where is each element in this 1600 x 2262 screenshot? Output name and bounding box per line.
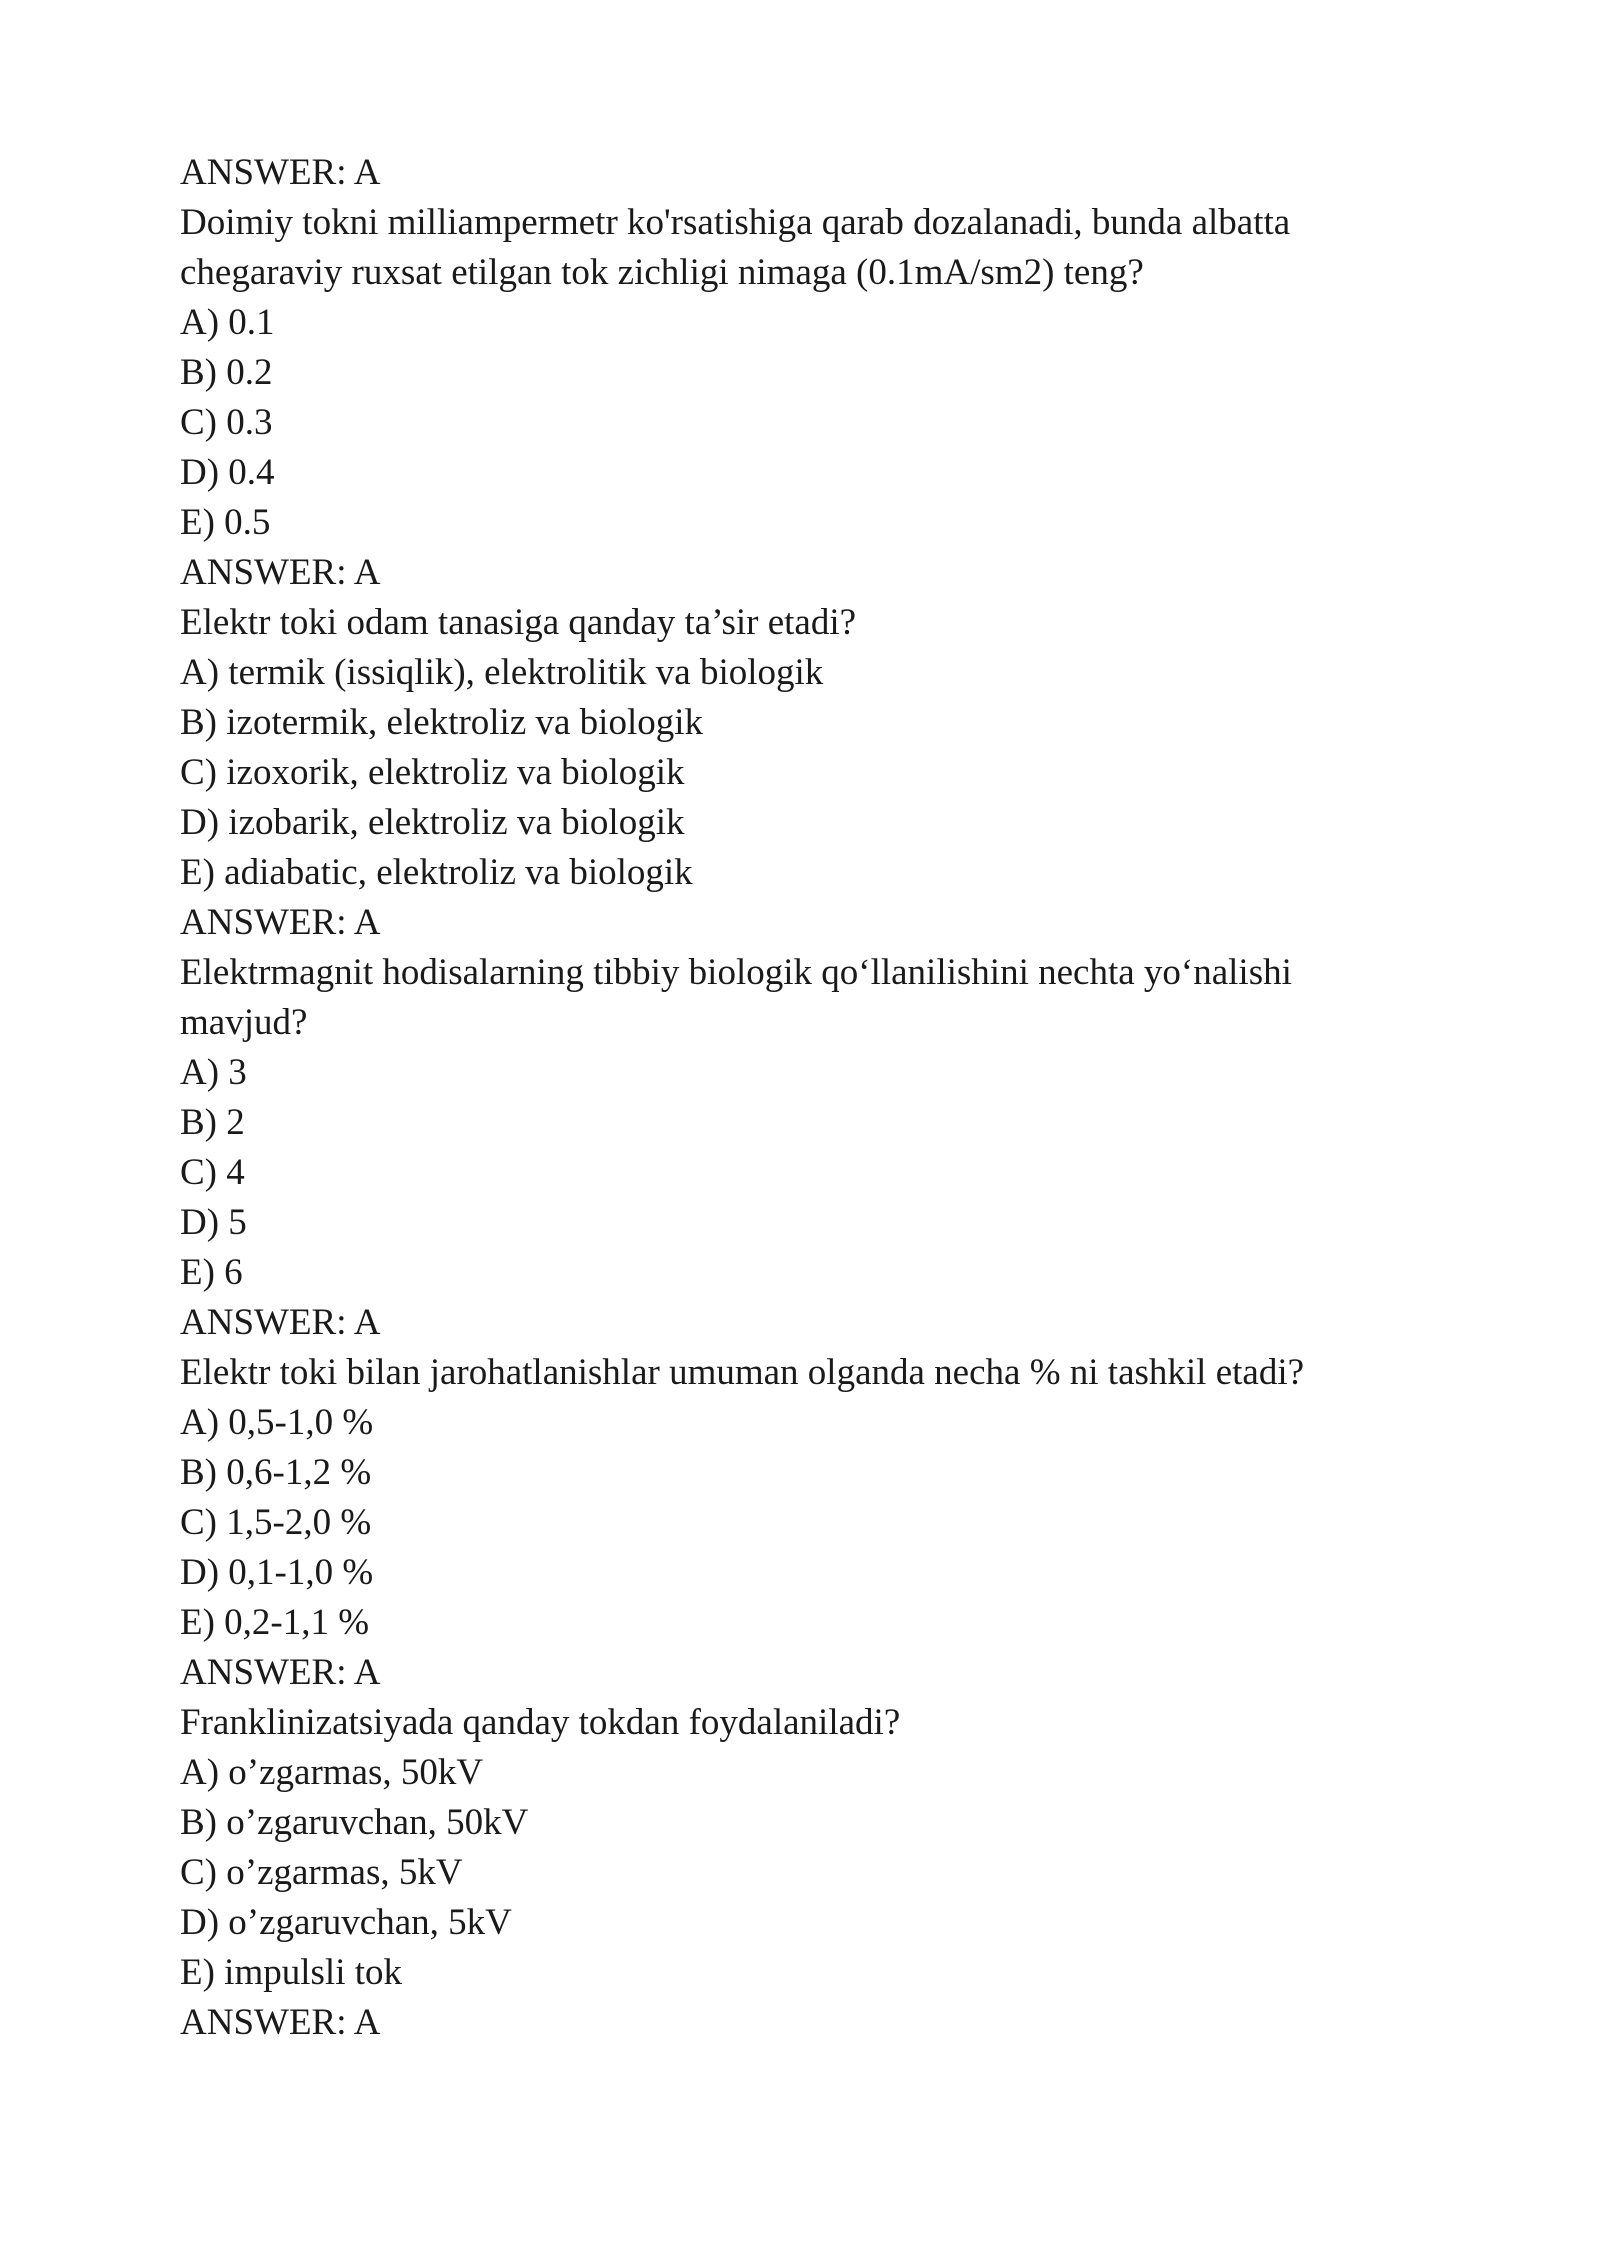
option-line: B) 0,6-1,2 % [180, 1452, 372, 1493]
option-line: B) o’zgaruvchan, 50kV [180, 1802, 529, 1843]
option-line: A) termik (issiqlik), elektrolitik va biologik [180, 652, 824, 693]
option-line: C) 0.3 [180, 402, 273, 443]
option-line: C) 4 [180, 1152, 245, 1193]
option-line: E) 6 [180, 1252, 243, 1293]
question-text: Franklinizatsiyada qanday tokdan foydalaniladi? [180, 1702, 901, 1743]
option-line: A) 3 [180, 1052, 247, 1093]
option-line: D) o’zgaruvchan, 5kV [180, 1902, 512, 1943]
answer-line: ANSWER: A [180, 1302, 381, 1343]
option-line: B) 0.2 [180, 352, 273, 393]
option-line: C) 1,5-2,0 % [180, 1502, 372, 1543]
option-line: A) o’zgarmas, 50kV [180, 1752, 484, 1793]
question-text: Elektr toki bilan jarohatlanishlar umuman olganda necha % ni tashkil etadi? [180, 1352, 1305, 1393]
answer-line: ANSWER: A [180, 552, 381, 593]
question-text: Elektr toki odam tanasiga qanday ta’sir etadi? [180, 602, 857, 643]
option-line: B) 2 [180, 1102, 245, 1143]
option-line: C) izoxorik, elektroliz va biologik [180, 752, 685, 793]
question-text: Elektrmagnit hodisalarning tibbiy biologik qo‘llanilishini nechta yo‘nalishi mavjud? [180, 952, 1292, 1043]
option-line: E) adiabatic, elektroliz va biologik [180, 852, 693, 893]
option-line: D) 5 [180, 1202, 247, 1243]
option-line: B) izotermik, elektroliz va biologik [180, 702, 704, 743]
answer-line: ANSWER: A [180, 152, 381, 193]
option-line: A) 0,5-1,0 % [180, 1402, 374, 1443]
option-line: D) 0.4 [180, 452, 275, 493]
option-line: D) 0,1-1,0 % [180, 1552, 374, 1593]
option-line: E) 0,2-1,1 % [180, 1602, 370, 1643]
document-body [180, 148, 1360, 2048]
answer-line: ANSWER: A [180, 902, 381, 943]
answer-line: ANSWER: A [180, 2002, 381, 2043]
question-text: Doimiy tokni milliampermetr ko'rsatishiga qarab dozalanadi, bunda albatta chegaraviy ruxsat etilgan tok zichligi nimaga (0.1mA/sm2) teng? [180, 202, 1291, 293]
option-line: C) o’zgarmas, 5kV [180, 1852, 463, 1893]
option-line: D) izobarik, elektroliz va biologik [180, 802, 685, 843]
option-line: E) 0.5 [180, 502, 271, 543]
option-line: A) 0.1 [180, 302, 275, 343]
answer-line: ANSWER: A [180, 1652, 381, 1693]
option-line: E) impulsli tok [180, 1952, 402, 1993]
